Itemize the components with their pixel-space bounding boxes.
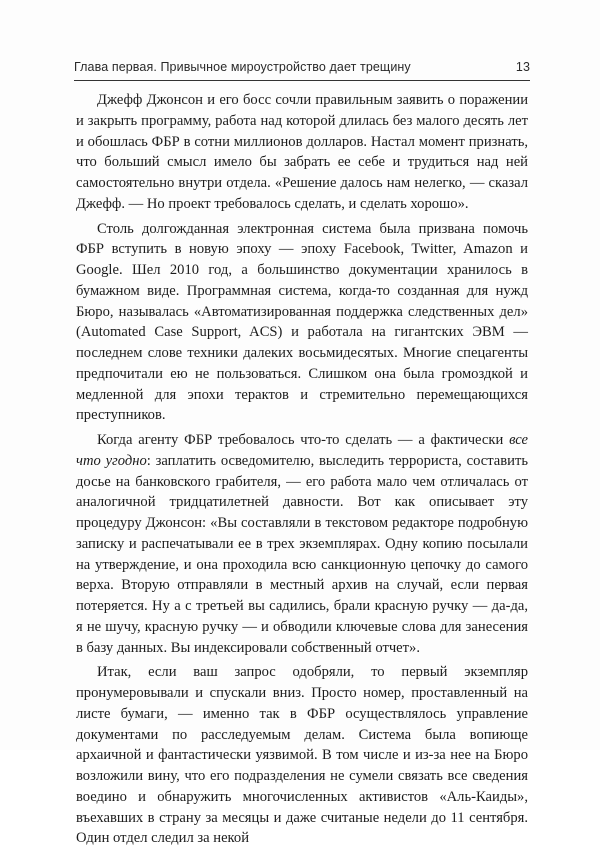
paragraph-3 <box>76 430 528 658</box>
body-text <box>76 90 528 849</box>
paragraph-4: Итак, если ваш запрос одобряли, то первый экземпляр пронумеровывали и спускали вниз. Просто номер, проставленный на листе бумаги, — именно так в ФБР осуществлялось управление документами по расследуемым делам. Система была вопиюще архаичной и фантастически уязвимой. В том числе и из-за нее на Бюро возложили вину, что его подразделения не сумели связать все сведения воедино и обнаружить многочисленных активистов «Аль-Каиды», въехавших в страну за месяцы и даже считаные недели до 11 сентября. Один отдел следил за некой <box>76 664 528 847</box>
header-divider <box>74 80 530 81</box>
page-number: 13 <box>515 60 530 74</box>
paragraph-3-emphasis: все что угодно <box>76 432 528 469</box>
chapter-title: Глава первая. Привычное мироустройство дает трещину <box>74 60 411 74</box>
paragraph-2: Столь долгожданная электронная система была призвана помочь ФБР вступить в новую эпоху — эпоху Facebook, Twitter, Amazon и Google. Шел 2010 год, а большинство документации хранилось в бумажном виде. Программная система, когда-то созданная для нужд Бюро, называлась «Автоматизированная поддержка следственных дел» (Automated Case Support, ACS) и работала на гигантских ЭВМ — последнем слове техники далеких восьмидесятых. Многие спецагенты предпочитали ею не пользоваться. Слишком она была громоздкой и медленной для эпохи терактов и стремительно перемещающихся преступников. <box>76 220 528 424</box>
paragraph-1: Джефф Джонсон и его босс сочли правильным заявить о поражении и закрыть программу, работа над которой длилась без малого десять лет и обошлась ФБР в сотни миллионов долларов. Настал момент признать, что больший смысл имело бы забрать ее себе и трудиться над ней самостоятельно внутри отдела. «Решение далось нам нелегко, — сказал Джефф. — Но проект требовалось сделать, и сделать хорошо». <box>76 92 528 212</box>
running-head <box>74 60 530 74</box>
paragraph-3-text-before: Когда агенту ФБР требовалось что-то сделать — а фактически <box>97 432 510 448</box>
paragraph-3-text-after: : заплатить осведомителю, выследить террориста, составить досье на банковского грабителя, — его работа мало чем отличалась от аналогичной тридцатилетней давности. Вот как описывает эту процедуру Джонсон: «Вы составляли в текстовом редакторе подробную записку и распечатывали ее в трех экземплярах. Одну копию посылали на утверждение, и она проходила всю санкционную цепочку до самого верха. Вторую отправляли в местный архив на случай, если первая потеряется. Ну а с третьей вы садились, брали красную ручку — да-да, я не шучу, красную ручку — и обводили ключевые слова для занесения в базу данных. Вы индексировали собственный отчет». <box>76 452 528 656</box>
